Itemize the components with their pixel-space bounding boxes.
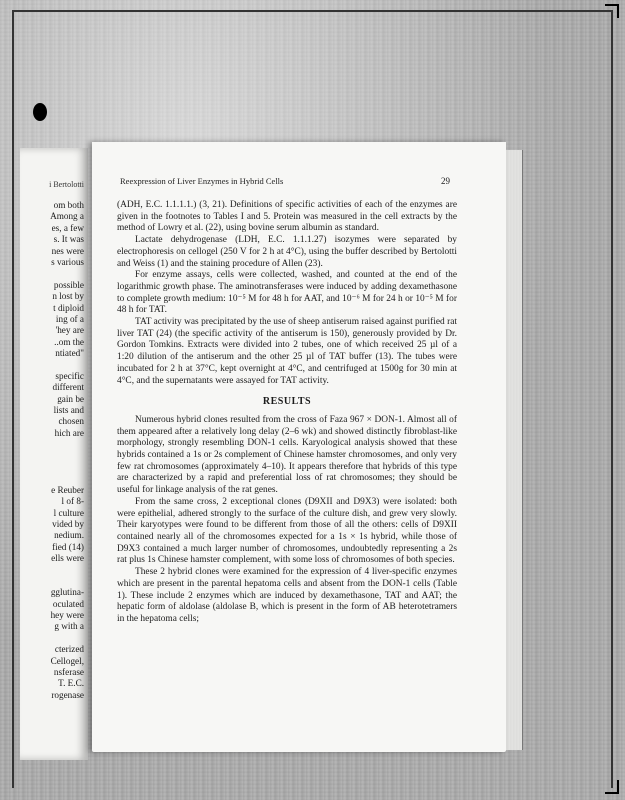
previous-page-line: hey were: [50, 610, 84, 621]
previous-page-line: gain be: [57, 393, 84, 404]
previous-page-line: nedium.: [54, 530, 84, 541]
running-head: [120, 176, 450, 186]
previous-page-line: specific: [55, 370, 84, 381]
previous-page-line: [20, 451, 84, 462]
running-head-title: Reexpression of Liver Enzymes in Hybrid Cells: [120, 176, 284, 186]
previous-page-line: chosen: [58, 416, 84, 427]
previous-page-line: oculated: [52, 598, 84, 609]
page-number: 29: [441, 176, 450, 186]
results-section: [117, 415, 457, 626]
previous-page-line: nsferase: [53, 667, 84, 678]
paragraph: TAT activity was precipitated by the use of sheep antiserum raised against purified rat liver TAT (24) (the specific activity of the antiserum is 150), generously provided by Dr. Gordon Tomkins. Extracts were divided into 2 tubes, one of which received 25 µl of a 1:20 dilution of the antiserum and the other 25 µl of TAT buffer (13). The tubes were incubated for 2 h at 37°C, kept overnight at 4°C, and centrifuged at 1500g for 30 min at 4°C, and the supernatants were assayed for TAT activity.: [117, 317, 457, 386]
previous-page-line: T. E.C.: [58, 678, 84, 689]
previous-page-lines: [20, 200, 84, 701]
previous-page-line: [20, 462, 84, 473]
previous-page-line: l culture: [53, 507, 84, 518]
previous-page-line: lists and: [53, 405, 84, 416]
binder-hole-top: [33, 103, 47, 121]
body-text: [117, 200, 457, 626]
previous-page-line: l of 8-: [61, 496, 84, 507]
previous-page-line: n lost by: [52, 291, 84, 302]
crop-mark-bottom-right: [605, 780, 619, 794]
previous-page-line: ntiated": [55, 348, 84, 359]
previous-page-line: [20, 268, 84, 279]
paragraph: These 2 hybrid clones were examined for the expression of 4 liver-specific enzymes which are present in the parental hepatoma cells and absent from the DON-1 cells (Table 1). These include 2 enzymes which are induced by dexamethasone, TAT and AAT; the hepatic form of aldolase (aldolase B, which is present in the form of AB heterotetramers in the hepatoma cells;: [117, 567, 457, 624]
previous-page-line: s. It was: [53, 234, 84, 245]
previous-page-line: om both: [53, 200, 84, 210]
methods-section: [117, 200, 457, 387]
previous-page-line: possible: [53, 279, 84, 290]
results-heading: RESULTS: [262, 396, 312, 408]
previous-page-line: [20, 473, 84, 484]
previous-page-line: [20, 576, 84, 587]
paragraph: From the same cross, 2 exceptional clones (D9XII and D9X3) were isolated: both were epithelial, adhered strongly to the surface of the culture dish, and grew very slowly. Their karyotypes were found to be different from those of all the others: cells of D9XII contained nearly all of the chromosomes expected for a 1s × 1s hybrid, while those of D9X3 contained a much larger number of chromosomes, undoubtedly representing a 2s rat plus 1s Chinese hamster complement, with some loss of chromosomes of both species.: [117, 496, 457, 566]
previous-page-line: cterized: [54, 644, 84, 655]
paragraph: (ADH, E.C. 1.1.1.1.) (3, 21). Definitions of specific activities of each of the enzymes are given in the footnotes to Tables I and 5. Protein was measured in the cell extracts by the method of Lowry et al. (22), using bovine serum albumin as standard.: [117, 200, 457, 234]
crop-mark-top-right: [605, 4, 619, 18]
previous-page-line: vided by: [52, 518, 84, 529]
previous-page-line: nes were: [51, 245, 84, 256]
previous-page-line: ing of a: [55, 313, 84, 324]
previous-page-line: e Reuber: [51, 484, 84, 495]
previous-page-line: hich are: [54, 427, 84, 438]
previous-page-line: [20, 565, 84, 576]
previous-page-line: fied (14): [52, 541, 84, 552]
previous-page-line: [20, 439, 84, 450]
previous-page-line: Cellogel,: [50, 655, 84, 666]
previous-page-line: different: [52, 382, 84, 393]
previous-page-line: 'hey are: [55, 325, 84, 336]
paragraph: Lactate dehydrogenase (LDH, E.C. 1.1.1.27) isozymes were separated by electrophoresis on cellogel (250 V for 2 h at 4°C), using the buffer described by Bertolotti and Weiss (1) and the staining procedure of Allen (23).: [117, 235, 457, 269]
previous-page-line: [20, 633, 84, 644]
previous-page-running-head: i Bertolotti: [49, 180, 84, 189]
previous-page-line: t diploid: [53, 302, 84, 313]
previous-page-line: ..om the: [54, 336, 84, 347]
previous-page-line: es, a few: [51, 222, 84, 233]
previous-page-line: rogenase: [51, 689, 84, 700]
previous-page-line: gglutina-: [50, 587, 84, 598]
previous-page-line: [20, 359, 84, 370]
previous-page-line: ells were: [51, 553, 84, 564]
previous-page-line: Among a: [50, 211, 84, 222]
previous-page-line: s various: [51, 256, 84, 267]
paragraph: For enzyme assays, cells were collected, washed, and counted at the end of the logarithmic growth phase. The aminotransferases were induced by adding dexamethasone to complete growth medium: 10⁻⁵ M for 48 h for AAT, and 10⁻⁶ M for 24 h or 10⁻⁵ M for 48 h for TAT.: [117, 270, 457, 316]
previous-page-line: g with a: [54, 621, 84, 632]
paragraph: Numerous hybrid clones resulted from the cross of Faza 967 × DON-1. Almost all of them appeared after a relatively long delay (2–6 wk) and showed distinctly fibroblast-like morphology, strongly resembling DON-1 cells. Karyological analysis showed that these hybrids contained a 1s or 2s complement of Chinese hamster chromosomes, and only very few rat chromosomes (approximately 4–10). It appears therefore that hybrids of this type are characterized by a rapid and preferential loss of rat chromosomes; they should be useful for linkage analysis of the rat genes.: [117, 414, 457, 496]
previous-page-strip: [20, 148, 88, 760]
